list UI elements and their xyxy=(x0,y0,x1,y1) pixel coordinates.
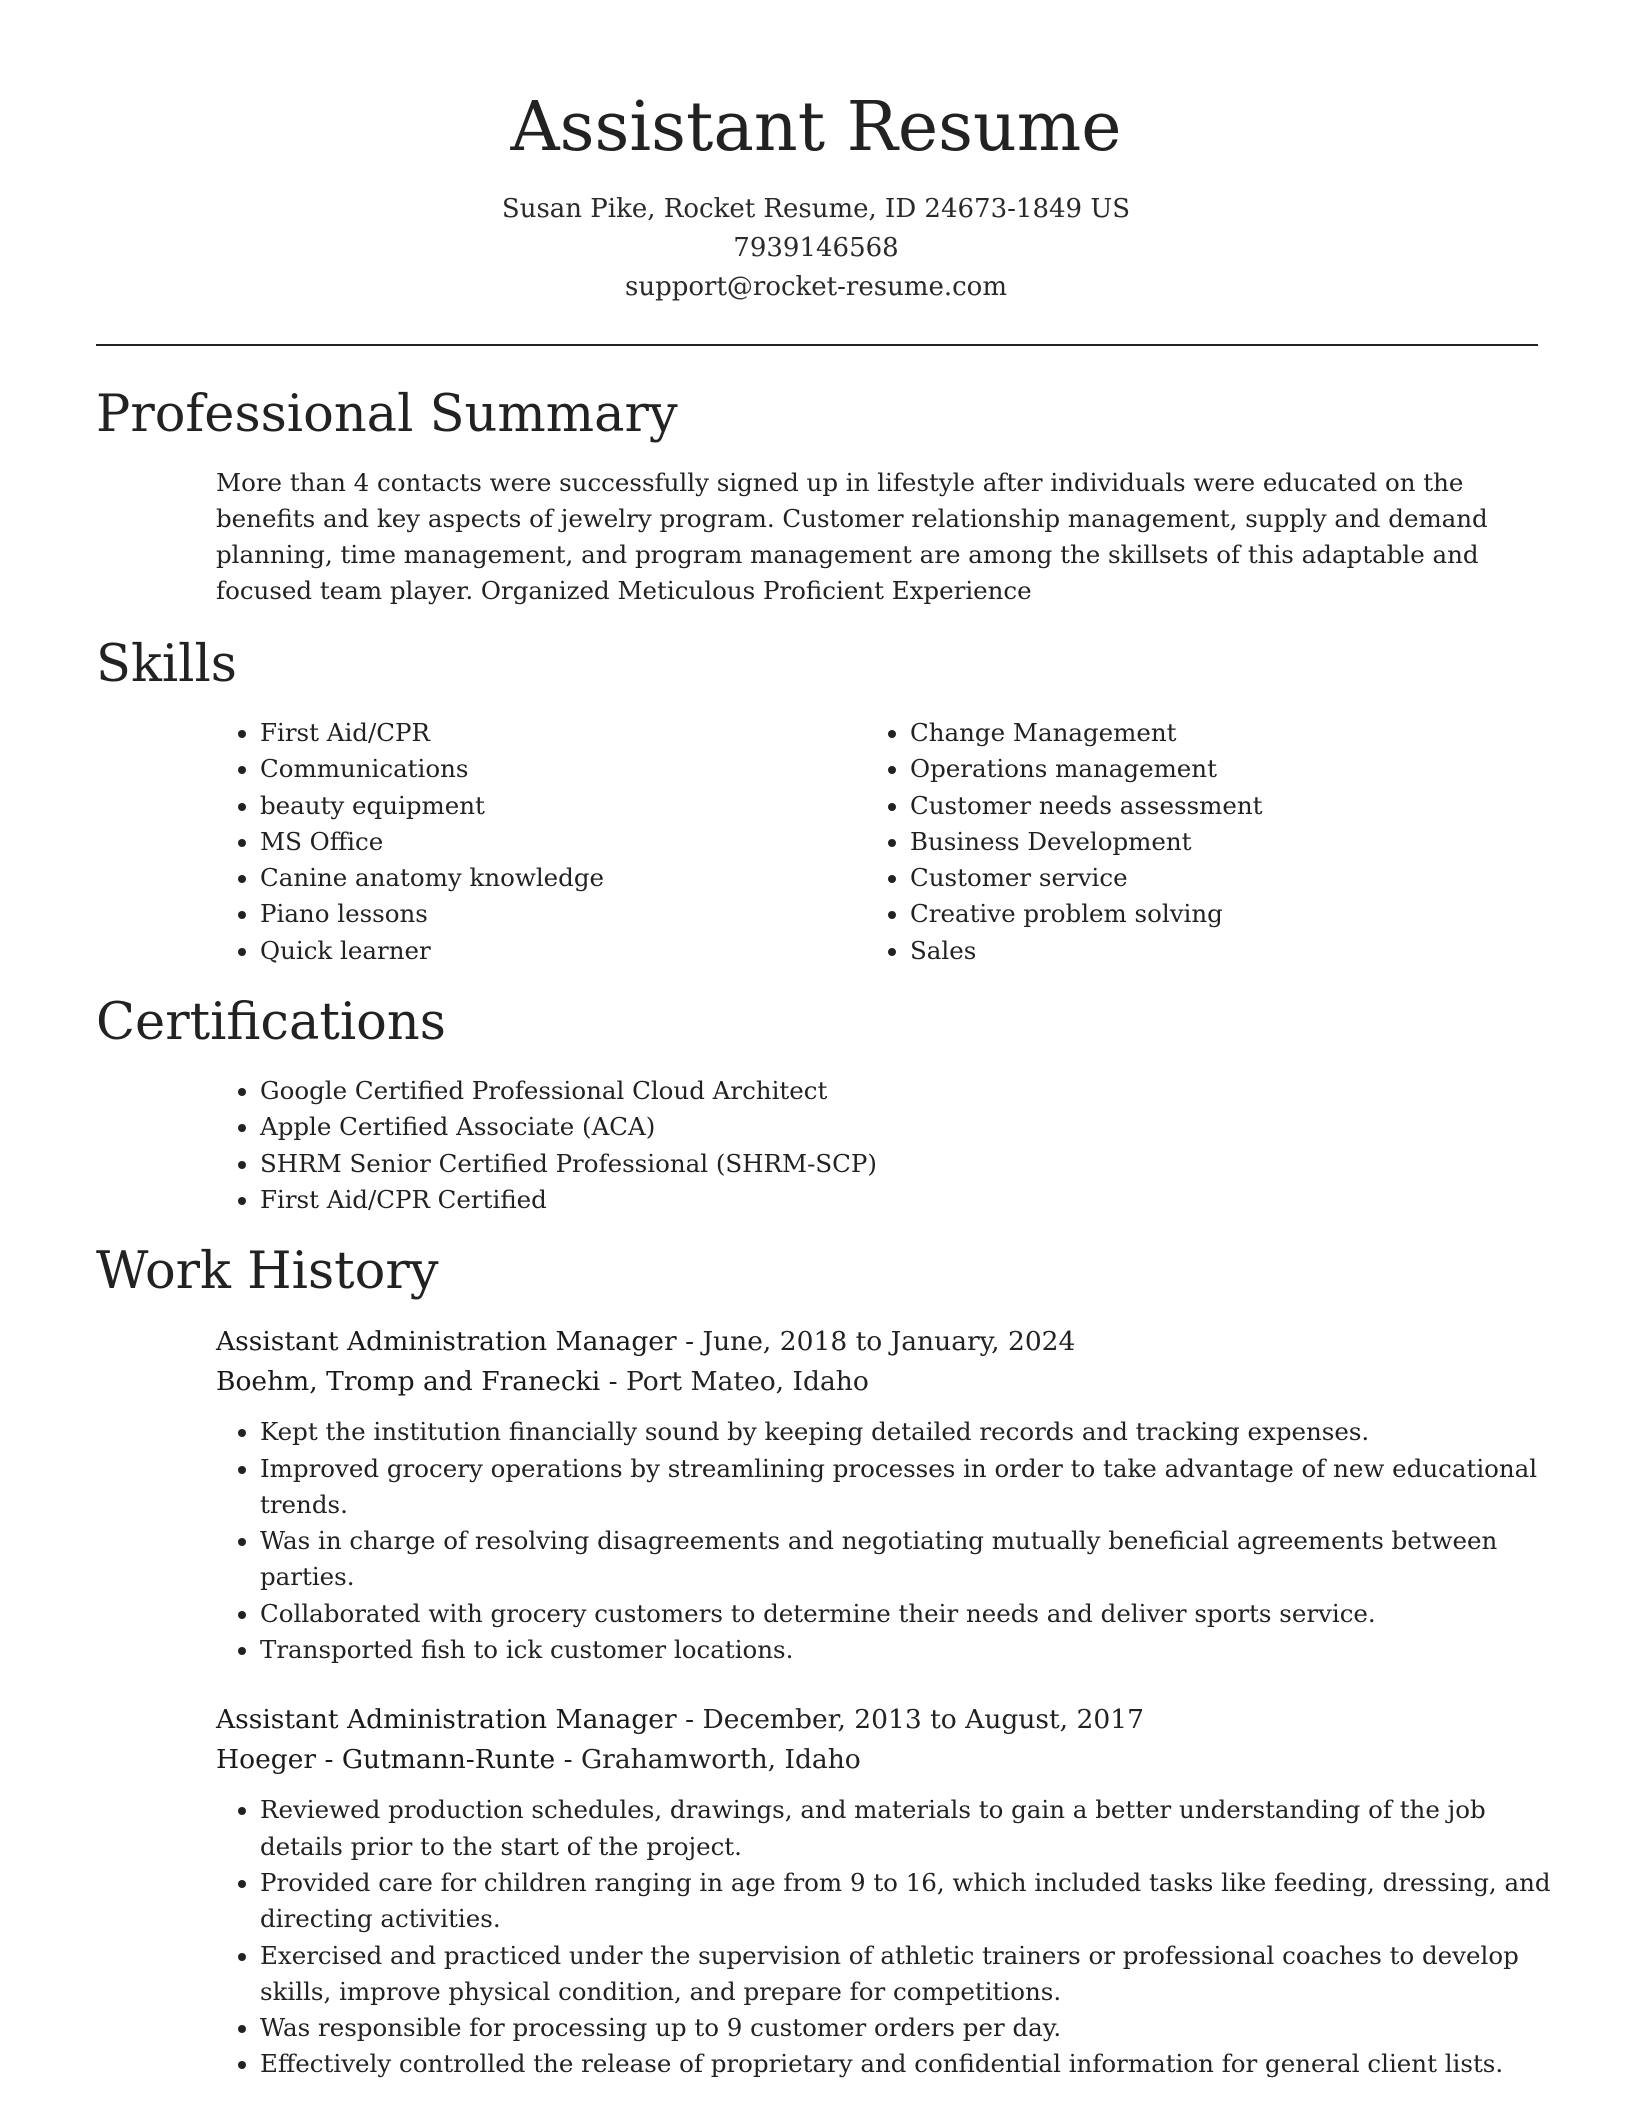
skill-item: • beauty equipment xyxy=(260,788,866,824)
certification-item: • SHRM Senior Certified Professional (SHRM-SCP) xyxy=(260,1146,1536,1182)
job-duty: • Collaborated with grocery customers to determine their needs and deliver sports service. xyxy=(260,1596,1560,1632)
certification-item: • Google Certified Professional Cloud Architect xyxy=(260,1073,1536,1109)
job-entry xyxy=(216,1322,1536,1668)
resume-header xyxy=(96,0,1536,307)
skill-item: • Customer needs assessment xyxy=(910,788,1530,824)
skill-item: • Creative problem solving xyxy=(910,896,1530,932)
job-entry xyxy=(216,1700,1551,2082)
skill-item: • Operations management xyxy=(910,751,1530,787)
skill-item: • Sales xyxy=(910,933,1530,969)
skills-list-right xyxy=(866,715,1530,969)
job-location: - Port Mateo, Idaho xyxy=(600,1366,869,1398)
section-heading: Certifications xyxy=(96,993,446,1053)
job-title: Assistant Administration Manager xyxy=(216,1704,677,1736)
skill-item: • Customer service xyxy=(910,860,1530,896)
job-duty: • Was in charge of resolving disagreements and negotiating mutually beneficial agreements between parties. xyxy=(260,1523,1560,1596)
section-heading: Professional Summary xyxy=(96,385,678,444)
summary-text: More than 4 contacts were successfully signed up in lifestyle after individuals were educated on the benefits and key aspects of jewelry program. Customer relationship management, supply and demand planning, time management, and program management are among the skillsets of this adaptable and focused team player. Organized Meticulous Proficient Experience xyxy=(216,468,1488,605)
job-duty: • Improved grocery operations by streamlining processes in order to take advantage of new educational trends. xyxy=(260,1451,1560,1524)
job-dates: - June, 2018 to January, 2024 xyxy=(676,1326,1076,1358)
job-duty: • Effectively controlled the release of proprietary and confidential information for general client lists. xyxy=(260,2046,1560,2082)
job-duty: • Exercised and practiced under the supervision of athletic trainers or professional coaches to develop skills, improve physical condition, and prepare for competitions. xyxy=(260,1938,1560,2011)
certifications-list xyxy=(216,1073,1536,1218)
skill-item: • Business Development xyxy=(910,824,1530,860)
job-title-line xyxy=(216,1700,1536,1740)
document-title: Assistant Resume xyxy=(510,88,1122,167)
certification-item: • Apple Certified Associate (ACA) xyxy=(260,1109,1536,1145)
professional-summary-section xyxy=(96,383,1536,609)
skill-item: • Piano lessons xyxy=(260,896,866,932)
section-heading: Skills xyxy=(96,635,237,694)
contact-address: Susan Pike, Rocket Resume, ID 24673-1849 US xyxy=(501,194,1131,224)
job-duty: • Kept the institution financially sound by keeping detailed records and tracking expenses. xyxy=(260,1414,1560,1450)
contact-phone: 7939146568 xyxy=(733,233,899,263)
job-title: Assistant Administration Manager xyxy=(216,1326,677,1358)
job-company: Hoeger - Gutmann-Runte xyxy=(216,1744,556,1776)
section-heading: Work History xyxy=(96,1242,439,1302)
certifications-section xyxy=(96,991,1536,1218)
job-duty: • Provided care for children ranging in age from 9 to 16, which included tasks like feeding, dressing, and directing activities. xyxy=(260,1865,1560,1938)
job-company-line xyxy=(216,1740,1536,1780)
skill-item: • Canine anatomy knowledge xyxy=(260,860,866,896)
work-history-section xyxy=(96,1240,1551,2082)
skills-list-left xyxy=(216,715,866,969)
job-duty: • Was responsible for processing up to 9 customer orders per day. xyxy=(260,2010,1560,2046)
contact-info xyxy=(96,190,1536,307)
job-company: Boehm, Tromp and Franecki xyxy=(216,1366,601,1398)
job-location: - Grahamworth, Idaho xyxy=(555,1744,861,1776)
job-duty: • Reviewed production schedules, drawings, and materials to gain a better understanding of the job details prior to the start of the project. xyxy=(260,1792,1560,1865)
job-duties-list xyxy=(216,1792,1560,2082)
skill-item: • Change Management xyxy=(910,715,1530,751)
header-divider xyxy=(96,344,1538,346)
job-title-line xyxy=(216,1322,1536,1362)
skill-item: • MS Office xyxy=(260,824,866,860)
certification-item: • First Aid/CPR Certified xyxy=(260,1182,1536,1218)
skill-item: • First Aid/CPR xyxy=(260,715,866,751)
job-duties-list xyxy=(216,1414,1560,1668)
skills-section xyxy=(96,633,1536,969)
skill-item: • Communications xyxy=(260,751,866,787)
skill-item: • Quick learner xyxy=(260,933,866,969)
contact-email: support@rocket-resume.com xyxy=(624,272,1007,302)
job-dates: - December, 2013 to August, 2017 xyxy=(676,1704,1144,1736)
skills-columns xyxy=(216,715,1536,969)
job-duty: • Transported fish to ick customer locations. xyxy=(260,1632,1560,1668)
job-company-line xyxy=(216,1362,1536,1402)
